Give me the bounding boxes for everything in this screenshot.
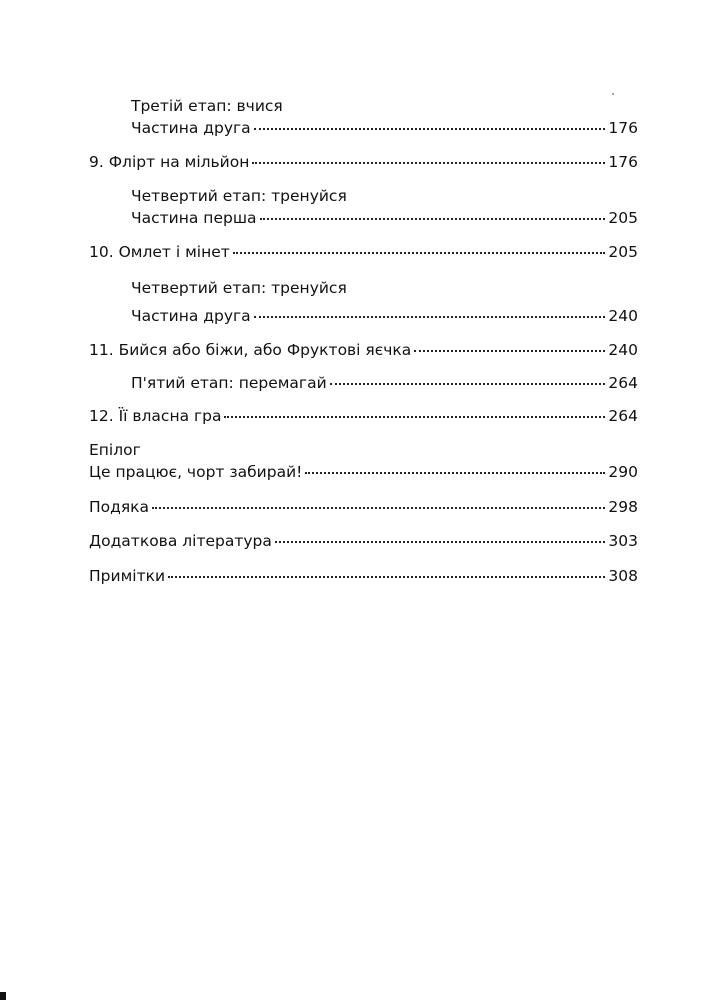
toc-entry-label: Додаткова література [89,532,272,550]
toc-page-number: 240 [608,341,638,359]
toc-leader-dots [275,541,606,543]
toc-entry-label: Епілог [89,441,141,459]
toc-entry [89,340,638,360]
toc-leader-dots [168,576,605,578]
toc-page-number: 176 [608,153,638,171]
toc-entry [131,118,638,138]
toc-entry-label: 9. Флірт на мільйон [89,153,250,171]
toc-leader-dots [330,383,606,385]
toc-leader-dots [414,350,605,352]
toc-entry-label: Четвертий етап: тренуйся [131,279,347,297]
toc-entry [89,406,638,426]
toc-entry-label: 12. Її власна гра [89,407,222,425]
toc-entry-label: Частина перша [131,209,257,227]
toc-page-number: 298 [608,498,638,516]
toc-entry-label: Подяка [89,498,150,516]
toc-page-number: 264 [608,407,638,425]
toc-stage-heading [131,96,283,116]
toc-entry [89,242,638,262]
toc-entry [89,566,638,586]
toc-entry-label: 10. Омлет і мінет [89,243,230,261]
toc-entry [131,373,638,393]
scan-edge-mark [0,992,6,1000]
toc-page-number: 308 [608,567,638,585]
toc-page-number: 290 [608,463,638,481]
toc-leader-dots [224,416,605,418]
toc-entry [89,152,638,172]
toc-section-heading [89,440,141,460]
toc-page-number: 240 [608,307,638,325]
toc-page-number: 264 [608,374,638,392]
toc-leader-dots [252,162,605,164]
toc-entry-label: Примітки [89,567,166,585]
toc-entry-label: П'ятий етап: перемагай [131,374,327,392]
toc-entry-label: Четвертий етап: тренуйся [131,187,347,205]
toc-leader-dots [152,507,605,509]
toc-stage-heading [131,278,347,298]
toc-entry-label: Третій етап: вчися [131,97,283,115]
toc-stage-heading [131,186,347,206]
toc-page-number: 176 [608,119,638,137]
toc-page-number: 205 [608,209,638,227]
toc-entry-label: Частина друга [131,119,251,137]
toc-entry-label: 11. Бийся або біжи, або Фруктові яєчка [89,341,412,359]
toc-page-number: 303 [608,532,638,550]
toc-entry [89,531,638,551]
toc-leader-dots [254,316,606,318]
toc-entry [131,306,638,326]
toc-leader-dots [254,128,606,130]
toc-entry [89,497,638,517]
toc-entry [89,462,638,482]
toc-entry-label: Це працює, чорт забирай! [89,463,303,481]
toc-entry [131,208,638,228]
scan-speck [612,93,614,95]
toc-leader-dots [233,252,606,254]
toc-page-number: 205 [608,243,638,261]
toc-leader-dots [260,218,606,220]
toc-leader-dots [305,472,605,474]
toc-entry-label: Частина друга [131,307,251,325]
